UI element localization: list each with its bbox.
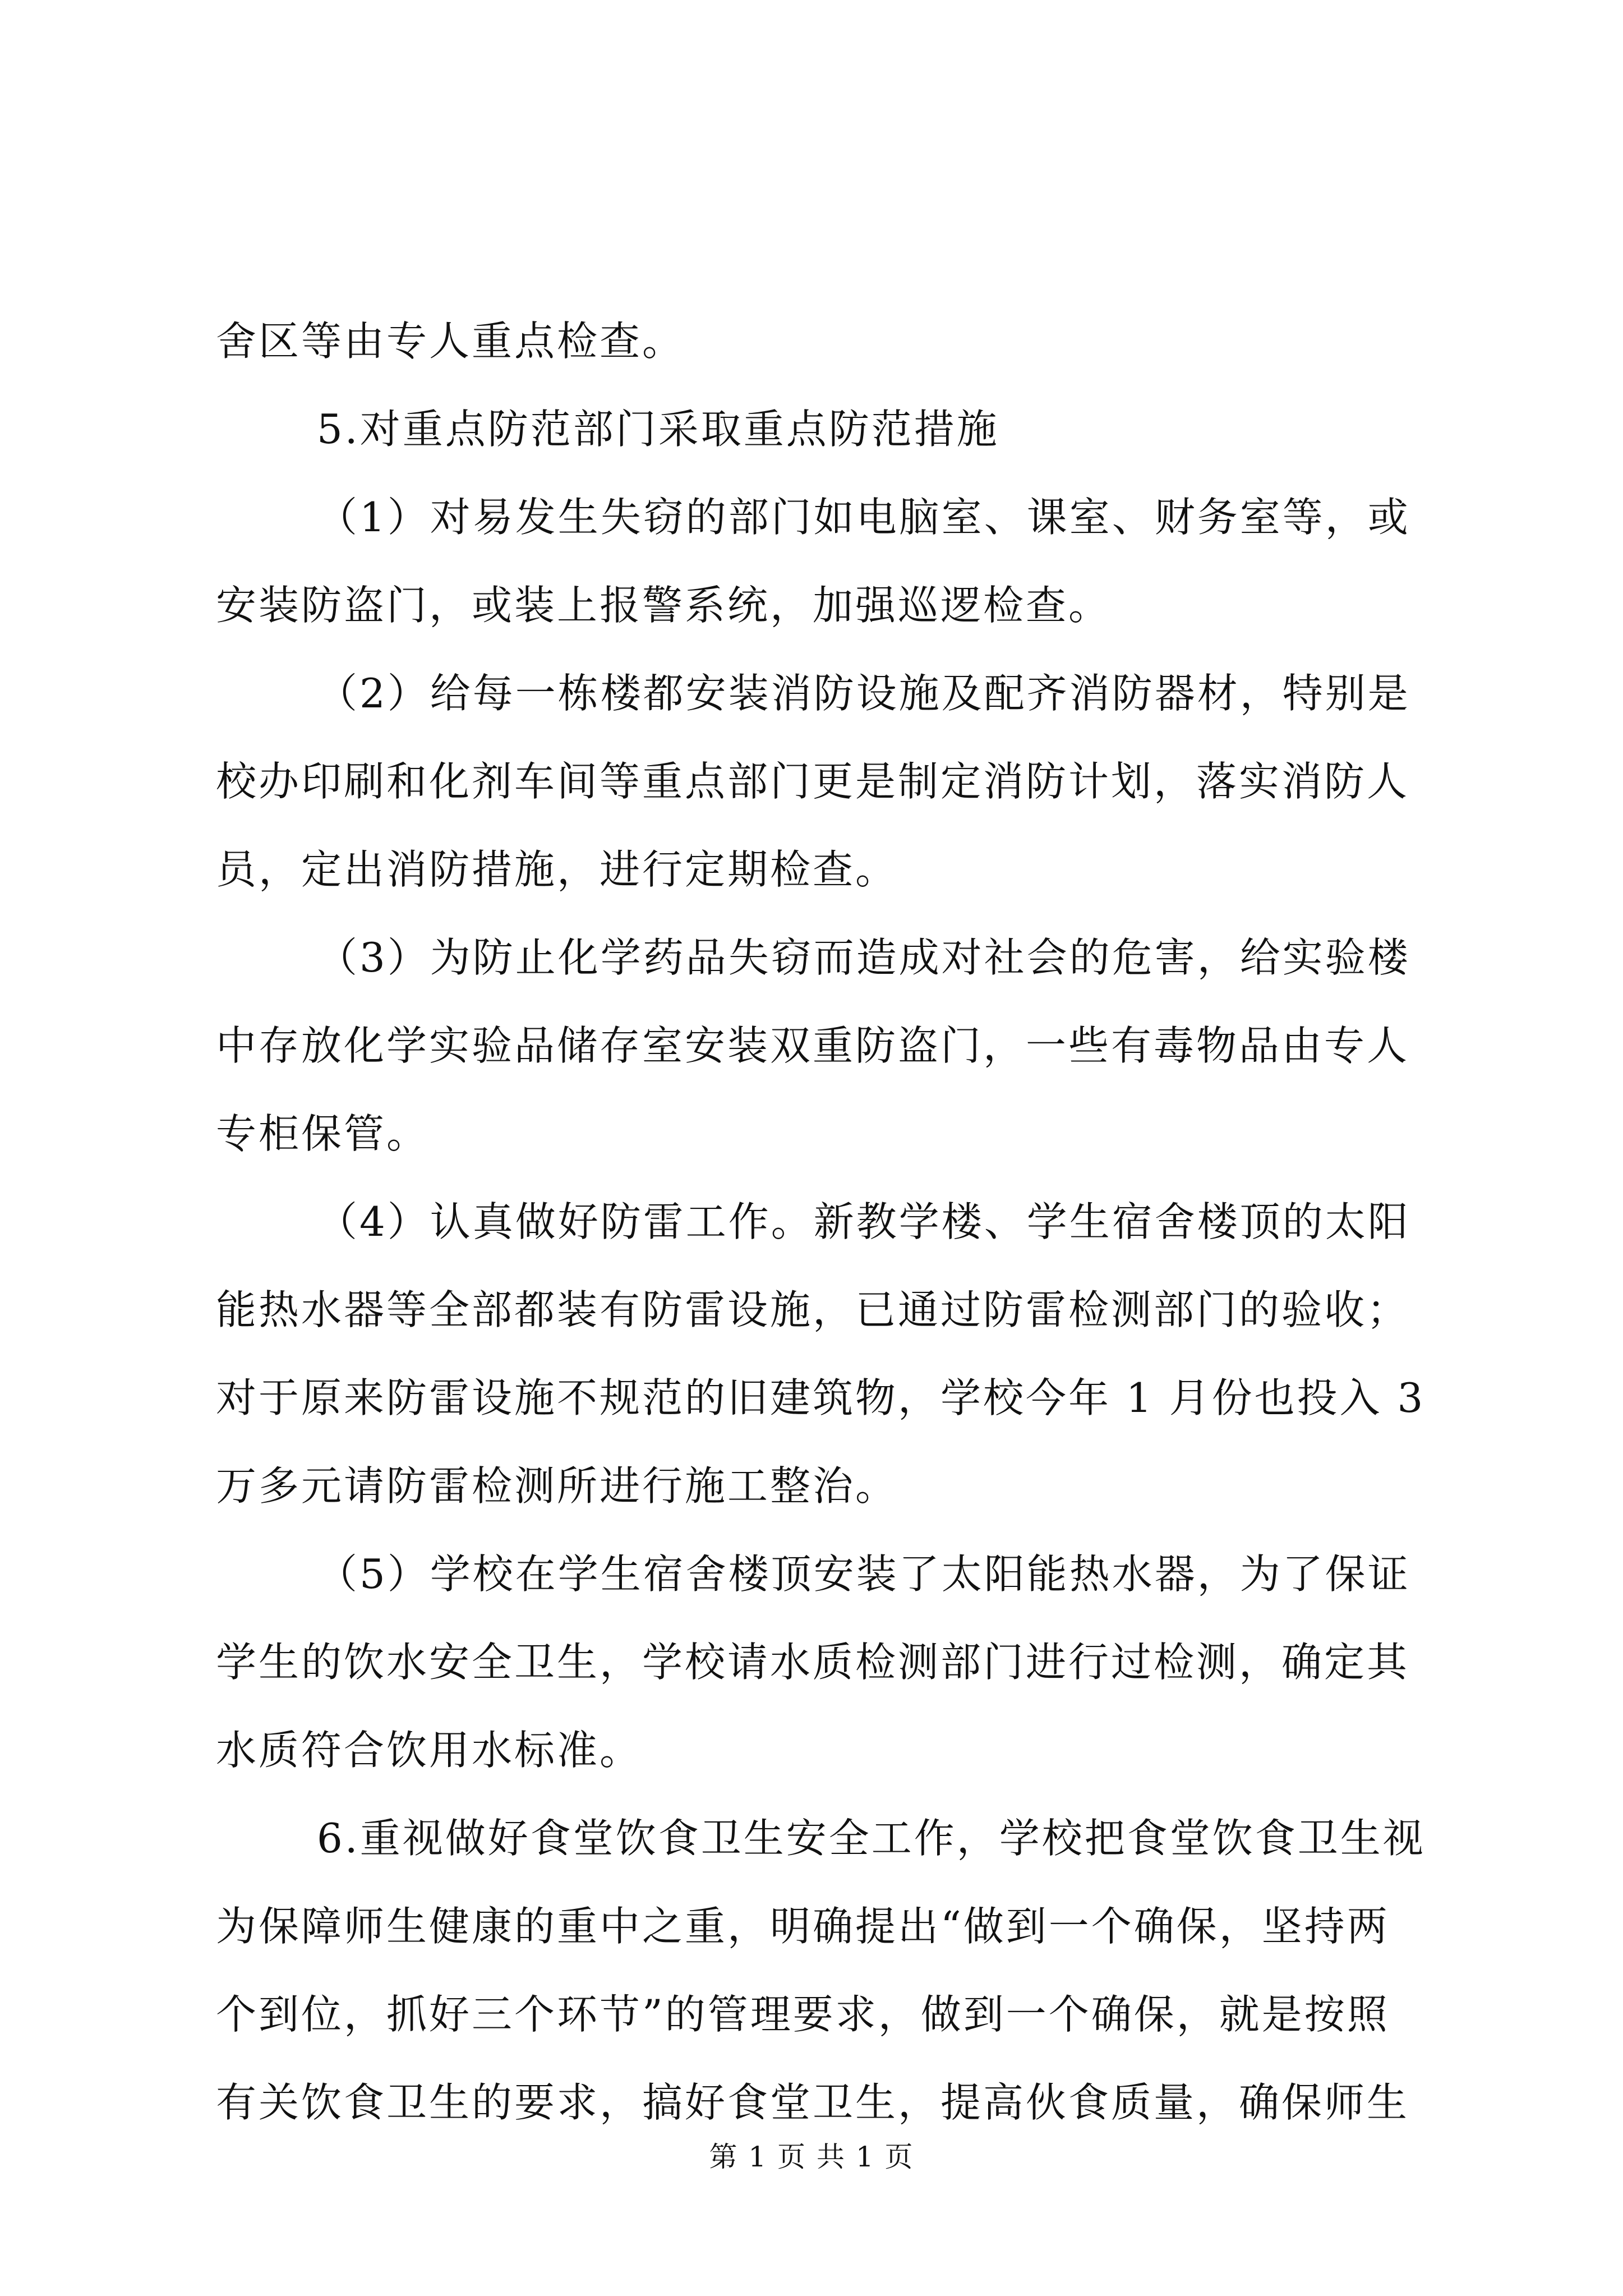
text-line: 安装防盗门，或装上报警系统，加强巡逻检查。 [216, 582, 1112, 629]
text-line: 水质符合饮用水标准。 [216, 1727, 643, 1774]
text-line: 中存放化学实验品储存室安装双重防盗门，一些有毒物品由专人 [216, 1022, 1410, 1069]
text-line: 能热水器等全部都装有防雷设施，已通过防雷检测部门的验收； [216, 1286, 1410, 1333]
text-line: 学生的饮水安全卫生，学校请水质检测部门进行过检测，确定其 [216, 1639, 1410, 1686]
text-line: 员，定出消防措施，进行定期检查。 [216, 846, 898, 893]
text-line: 5.对重点防范部门采取重点防范措施 [317, 406, 999, 453]
text-line: （2）给每一栋楼都安装消防设施及配齐消防器材，特别是 [317, 670, 1410, 717]
text-line: 万多元请防雷检测所进行施工整治。 [216, 1462, 898, 1510]
text-line: 校办印刷和化剂车间等重点部门更是制定消防计划，落实消防人 [216, 758, 1410, 805]
text-line: （3）为防止化学药品失窃而造成对社会的危害，给实验楼 [317, 934, 1410, 981]
text-line: 个到位，抓好三个环节”的管理要求，做到一个确保，就是按照 [216, 1991, 1390, 2038]
text-line: 专柜保管。 [216, 1110, 430, 1157]
text-line: （4）认真做好防雷工作。新教学楼、学生宿舍楼顶的太阳 [317, 1198, 1410, 1245]
text-line: 舍区等由专人重点检查。 [216, 318, 685, 365]
text-line: 6.重视做好食堂饮食卫生安全工作，学校把食堂饮食卫生视 [317, 1815, 1426, 1862]
text-line: 对于原来防雷设施不规范的旧建筑物，学校今年 1 月份也投入 3 [216, 1374, 1426, 1421]
text-line: 有关饮食卫生的要求，搞好食堂卫生，提高伙食质量，确保师生 [216, 2079, 1410, 2126]
text-line: （1）对易发生失窃的部门如电脑室、课室、财务室等，或 [317, 494, 1410, 541]
text-line: 为保障师生健康的重中之重，明确提出“做到一个确保，坚持两 [216, 1903, 1390, 1950]
page-number-footer: 第 1 页 共 1 页 [709, 2141, 914, 2173]
text-line: （5）学校在学生宿舍楼顶安装了太阳能热水器，为了保证 [317, 1550, 1410, 1598]
document-body [216, 297, 1426, 2147]
